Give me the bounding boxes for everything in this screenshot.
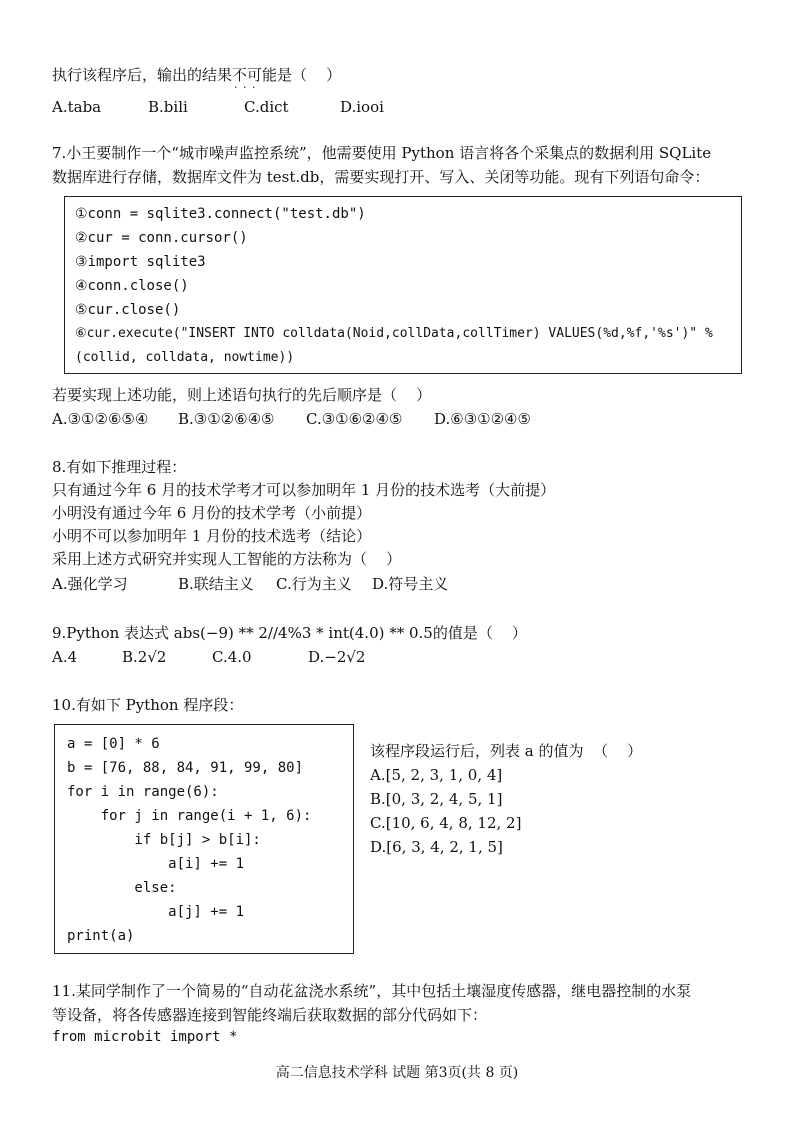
- q7-stem-line2: 数据库进行存储，数据库文件为 test.db，需要实现打开、写入、关闭等功能。现有下列语句命令：: [52, 168, 710, 186]
- q9-option-a: A.4: [52, 648, 78, 666]
- q10-option-c: C.[10, 6, 4, 8, 12, 2]: [370, 814, 522, 832]
- q10-code-box: [54, 724, 354, 954]
- q7-code-line-5: ⑤cur.close(): [75, 302, 181, 318]
- q9-stem-prefix: 9.Python 表达式: [52, 624, 174, 642]
- q6-stem: [52, 64, 341, 86]
- q7-code-line-2: ②cur = conn.cursor(): [75, 230, 248, 246]
- q8-option-c: C.行为主义: [276, 575, 352, 593]
- q7-option-c: C.③①⑥②④⑤: [306, 410, 403, 428]
- q8-stem: 8.有如下推理过程：: [52, 458, 187, 476]
- q9-option-b: B.2√2: [122, 648, 167, 666]
- q7-option-d: D.⑥③①②④⑤: [434, 410, 531, 428]
- q10-code-line-4: for j in range(i + 1, 6):: [67, 808, 312, 824]
- q11-code-line-1: from microbit import *: [52, 1029, 238, 1045]
- q8-line-4: 采用上述方式研究并实现人工智能的方法称为（ ）: [52, 550, 402, 568]
- q7-option-a: A.③①②⑥⑤④: [52, 410, 149, 428]
- q10-code-line-5: if b[j] > b[i]:: [67, 832, 261, 848]
- q6-stem-suffix: 是（ ）: [277, 66, 342, 84]
- q8-option-d: D.符号主义: [372, 575, 449, 593]
- q10-option-a: A.[5, 2, 3, 1, 0, 4]: [370, 766, 503, 784]
- q6-option-d: D.iooi: [340, 98, 384, 116]
- q10-option-b: B.[0, 3, 2, 4, 5, 1]: [370, 790, 503, 808]
- q10-code-line-2: b = [76, 88, 84, 91, 99, 80]: [67, 760, 304, 776]
- q10-code-line-7: else:: [67, 880, 177, 896]
- q9-option-d: D.−2√2: [308, 648, 366, 666]
- q7-stem-line1: 7.小王要制作一个“城市噪声监控系统”，他需要使用 Python 语言将各个采集点的数据利用 SQLite: [52, 144, 712, 162]
- q10-code-line-6: a[i] += 1: [67, 856, 245, 872]
- q10-stem: 10.有如下 Python 程序段：: [52, 696, 244, 714]
- q8-line-1: 只有通过今年 6 月的技术学考才可以参加明年 1 月份的技术选考（大前提）: [52, 481, 556, 499]
- q7-option-b: B.③①②⑥④⑤: [178, 410, 275, 428]
- q7-code-line-6: ⑥cur.execute("INSERT INTO colldata(Noid,collData,collTimer) VALUES(%d,%f,'%s')" %: [75, 326, 713, 341]
- q10-code-line-8: a[j] += 1: [67, 904, 245, 920]
- q7-code-box: [64, 196, 742, 374]
- q9-stem: [52, 622, 527, 644]
- q10-option-d: D.[6, 3, 4, 2, 1, 5]: [370, 838, 503, 856]
- q9-expression: abs(−9) ** 2//4%3 * int(4.0) ** 0.5: [173, 624, 433, 642]
- q6-stem-prefix: 执行该程序后，输出的结果: [52, 66, 233, 84]
- q6-emphasis: 不可能 · · ·: [232, 64, 277, 86]
- page-footer: 高二信息技术学科 试题 第3页(共 8 页): [275, 1065, 519, 1081]
- q11-stem-line1: 11.某同学制作了一个简易的“自动花盆浇水系统”，其中包括土壤湿度传感器，继电器控制的水泵: [52, 982, 692, 1000]
- q6-option-c: C.dict: [244, 98, 289, 116]
- q7-code-line-3: ③import sqlite3: [75, 254, 206, 270]
- q8-option-b: B.联结主义: [178, 575, 254, 593]
- q10-code-line-1: a = [0] * 6: [67, 736, 160, 752]
- q11-stem-line2: 等设备，将各传感器连接到智能终端后获取数据的部分代码如下：: [52, 1006, 488, 1024]
- q10-code-line-3: for i in range(6):: [67, 784, 219, 800]
- q8-line-3: 小明不可以参加明年 1 月份的技术选考（结论）: [52, 527, 372, 545]
- q7-code-line-4: ④conn.close(): [75, 278, 189, 294]
- q10-code-line-9: print(a): [67, 928, 135, 944]
- q8-line-2: 小明没有通过今年 6 月份的技术学考（小前提）: [52, 504, 372, 522]
- q9-stem-suffix: 的值是（ ）: [432, 624, 527, 642]
- q6-option-a: A.taba: [52, 98, 102, 116]
- q10-question: 该程序段运行后，列表 a 的值为 （ ）: [370, 742, 643, 760]
- q7-question: 若要实现上述功能，则上述语句执行的先后顺序是（ ）: [52, 386, 432, 404]
- q7-code-line-1: ①conn = sqlite3.connect("test.db"): [75, 206, 366, 222]
- q8-option-a: A.强化学习: [52, 575, 128, 593]
- q7-code-line-7: (collid, colldata, nowtime)): [75, 350, 295, 365]
- q6-option-b: B.bili: [148, 98, 188, 116]
- q9-option-c: C.4.0: [212, 648, 252, 666]
